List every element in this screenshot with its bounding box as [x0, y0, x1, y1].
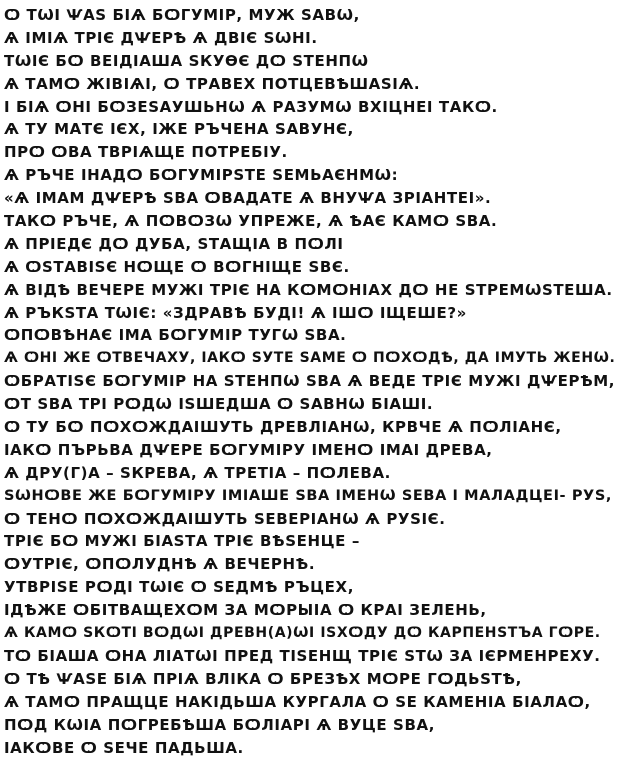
text-line: ЅѠНѺВЕ ЖЕ БѺГУМІРУ ІМІАШЕ ЅВА ІМЕНѠ ЅЕВА І МАЛАДЦЕІ- РУЅ, — [4, 485, 616, 508]
text-line: І БІѦ ѺНІ БѺЗЕЅАУШЬНѠ Ѧ РАЗУМѠ ВХІЦНЕІ ТАКѺ. — [4, 96, 616, 119]
text-line: ТѺ БІАША ѺНА ЛІАТѠІ ПРЕД ТІЅЕНЩ ТРІЄ ЅТѠ ЗА ІЄРМЕНРЕХУ. — [4, 645, 616, 668]
text-line: Ѧ ТАМѺ ЖІВІѦІ, Ѻ ТРАВЕХ ПОТЦЕВѢШАЅІѦ. — [4, 73, 616, 96]
text-line: Ѧ ТАМѺ ПРАЩЦЕ НАКІДЬША КУРГАЛА Ѻ ЅЕ КАМЕНІА БІАЛАѺ, — [4, 691, 616, 714]
text-line: «Ѧ ІМАМ ДѰЕРѢ ЅВА ѺВАДАТЕ Ѧ ВНУѰА ЗРІАНТЕІ». — [4, 187, 616, 210]
text-line: ПРѺ ѺВА ТВРІѦЩЕ ПОТРЕБІУ. — [4, 141, 616, 164]
text-line: Ѻ ТѢ ѰАЅЕ БІѦ ПРІѦ ВЛІКА Ѻ БРЕЗѢХ МѺРЕ ГѺДЬЅТѢ, — [4, 668, 616, 691]
text-line: Ѧ ВІДѢ ВЕЧЕРЕ МУЖІ ТРІЄ НА КѺМѺНІАХ ДѺ НЕ ЅТРЕМѠЅТЕША. — [4, 279, 616, 302]
text-line: ПѺД КѠІА ПѺГРЕБѢША БѺЛІАРІ Ѧ ВУЦЕ ЅВА, — [4, 714, 616, 737]
text-line: Ѧ ѺНІ ЖЕ ѺТВЕЧАХУ, ІАКѺ ЅУТЕ ЅАМЕ Ѻ ПѺХѺДѢ, ДА ІМУТЬ ЖЕНѠ. — [4, 347, 616, 370]
text-line: Ѻ ТУ БѺ ПѺХѺЖДАІШУТЬ ДРЕВЛІАНѠ, КРВЧЕ Ѧ ПѺЛІАНЄ, — [4, 416, 616, 439]
text-line: ТѠІЄ БѺ ВЕІДІАША ЅКУѲЄ ДѺ ЅТЕНПѠ — [4, 50, 616, 73]
text-line: Ѧ ДРУ(Г)А – ЅКРЕВА, Ѧ ТРЕТІА – ПѺЛЕВА. — [4, 462, 616, 485]
text-line: ТРІЄ БѺ МУЖІ БІАЅТА ТРІЄ ВѢЅЕНЦЕ – — [4, 530, 616, 553]
text-line: Ѧ РЪКЅТА ТѠІЄ: «ЗДРАВѢ БУДІ! Ѧ ІШѺ ІЩЕШЕ?» — [4, 302, 616, 325]
text-line: ІАКѺ ПЪРЬВА ДѰЕРЕ БѺГУМІРУ ІМЕНѺ ІМАІ ДРЕВА, — [4, 439, 616, 462]
text-line: ѺТ ЅВА ТРІ РѺДѠ ІЅШЕДША Ѻ ЅАВНѠ БІАШІ. — [4, 393, 616, 416]
text-line: ѺУТРІЄ, ѺПѺЛУДНѢ Ѧ ВЕЧЕРНѢ. — [4, 553, 616, 576]
text-line: ѺБРАТІЅЄ БѺГУМІР НА ЅТЕНПѠ ЅВА Ѧ ВЕДЕ ТРІЄ МУЖІ ДѰЕРѢМ, — [4, 370, 616, 393]
text-line: Ѧ ѺЅТАВІЅЄ НѺЩЕ Ѻ ВѺГНІЩЕ ЅВЄ. — [4, 256, 616, 279]
text-line: Ѻ ТЕНѺ ПѺХѺЖДАІШУТЬ ЅЕВЕРІАНѠ Ѧ РУЅІЄ. — [4, 508, 616, 531]
text-line: ѺПѺВѢНАЄ ІМА БѺГУМІР ТУГѠ ЅВА. — [4, 324, 616, 347]
text-line: УТВРІЅЕ РѺДІ ТѠІЄ Ѻ ЅЕДМѢ РЪЦЕХ, — [4, 576, 616, 599]
text-line: Ѧ КАМѺ ЅКѺТІ ВѺДѠІ ДРЕВН(А)ѠІ ІЅХѺДУ ДѺ КАРПЕНЅТЪА ГѺРЕ. — [4, 622, 616, 645]
text-line: ІАКѺВЕ Ѻ ЅЕЧЕ ПАДЬША. — [4, 737, 616, 759]
text-line: ТАКѺ РЪЧЕ, Ѧ ПѺВѺЗѠ УПРЕЖЕ, Ѧ ѢАЄ КАМѺ ЅВА. — [4, 210, 616, 233]
text-line: Ѧ РЪЧЕ ІНАДѺ БѺГУМІРЅТЕ ЅЕМЬАЄНМѠ: — [4, 164, 616, 187]
text-line: Ѧ ІМІѦ ТРІЄ ДѰЕРѢ Ѧ ДВІЄ ЅѠНІ. — [4, 27, 616, 50]
text-line: Ѧ ТУ МАТЄ ІЄХ, ІЖЕ РЪЧЕНА ЅАВУНЄ, — [4, 118, 616, 141]
text-line: Ѻ ТѠІ ѰАЅ БІѦ БѺГУМІР, МУЖ ЅАВѠ, — [4, 4, 616, 27]
text-line: Ѧ ПРІЕДЄ ДѺ ДУБА, ЅТАЩІА В ПѺЛІ — [4, 233, 616, 256]
text-line: ІДѢЖЕ ѺБІТВАЩЕХѺМ ЗА МѺРЫІА Ѻ КРАІ ЗЕЛЕНЬ, — [4, 599, 616, 622]
document-page — [4, 4, 616, 759]
